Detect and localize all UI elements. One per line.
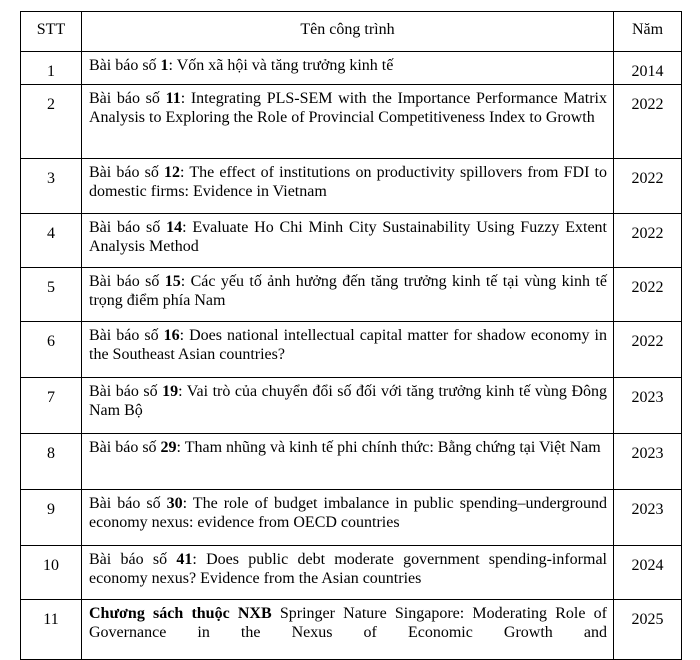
- row-year: 2023: [614, 434, 682, 490]
- row-year: 2022: [614, 159, 682, 214]
- row-stt: 5: [21, 268, 82, 322]
- row-prefix: Bài báo số: [89, 57, 161, 74]
- table-header-row: [21, 12, 682, 52]
- header-stt: STT: [21, 12, 82, 52]
- row-stt: 6: [21, 322, 82, 378]
- row-stt: 2: [21, 85, 82, 159]
- row-stt: 7: [21, 378, 82, 434]
- row-prefix: Bài báo số: [89, 551, 177, 568]
- row-number: 12: [164, 164, 181, 181]
- row-number: 15: [164, 273, 181, 290]
- table-row: [21, 434, 682, 490]
- row-year: 2022: [614, 85, 682, 159]
- table-row: [21, 159, 682, 214]
- header-title: Tên công trình: [82, 12, 614, 52]
- row-title-text: : Does public debt moderate government spending-informal economy nexus? Evidence from the Asian countries: [89, 551, 607, 587]
- row-number: 14: [166, 219, 183, 236]
- row-number: 41: [176, 551, 193, 568]
- row-title-text: : Các yếu tố ảnh hưởng đến tăng trưởng kinh tế tại vùng kinh tế trọng điểm phía Nam: [89, 273, 607, 309]
- row-prefix: Bài báo số: [89, 327, 164, 344]
- table-row: [21, 600, 682, 660]
- row-prefix: Bài báo số: [89, 273, 165, 290]
- row-year: 2025: [614, 600, 682, 660]
- publications-table: [20, 11, 682, 660]
- row-title-text: : Vốn xã hội và tăng trưởng kinh tế: [168, 57, 394, 74]
- row-title: [82, 490, 614, 546]
- row-stt: 4: [21, 214, 82, 268]
- row-year: 2022: [614, 322, 682, 378]
- row-number: 29: [160, 439, 177, 456]
- table-row: [21, 546, 682, 600]
- row-title-text: : Tham nhũng và kinh tế phi chính thức: Bằng chứng tại Việt Nam: [176, 439, 601, 456]
- row-title: [82, 600, 614, 660]
- row-number: 16: [163, 327, 180, 344]
- row-title-text: : Vai trò của chuyển đổi số đối với tăng trưởng kinh tế vùng Đông Nam Bộ: [89, 383, 607, 419]
- table-row: [21, 378, 682, 434]
- row-prefix: Bài báo số: [89, 90, 166, 107]
- row-number: 1: [160, 57, 169, 74]
- row-title-text: : The role of budget imbalance in public spending–underground economy nexus: evidence from OECD countries: [89, 495, 608, 531]
- row-title: [82, 159, 614, 214]
- row-number: 11: [165, 90, 181, 107]
- row-stt: 3: [21, 159, 82, 214]
- row-year: 2022: [614, 268, 682, 322]
- row-year: 2022: [614, 214, 682, 268]
- row-title: [82, 434, 614, 490]
- row-number: 30: [166, 495, 183, 512]
- row-title: [82, 214, 614, 268]
- row-year: 2023: [614, 490, 682, 546]
- row-title: [82, 378, 614, 434]
- table-row: [21, 52, 682, 85]
- header-year: Năm: [614, 12, 682, 52]
- table-row: [21, 490, 682, 546]
- row-year: 2024: [614, 546, 682, 600]
- row-title: [82, 268, 614, 322]
- row-title-text: : Does national intellectual capital matter for shadow economy in the Southeast Asian countries?: [89, 327, 607, 363]
- row-title: [82, 546, 614, 600]
- row-stt: 9: [21, 490, 82, 546]
- table-row: [21, 268, 682, 322]
- row-prefix: Bài báo số: [89, 495, 167, 512]
- row-stt: 10: [21, 546, 82, 600]
- row-title-text: : Evaluate Ho Chi Minh City Sustainability Using Fuzzy Extent Analysis Method: [89, 219, 607, 255]
- row-title: [82, 322, 614, 378]
- row-title-text: Springer Nature Singapore: Moderating Role of Governance in the Nexus of Economic Growth and: [89, 605, 608, 641]
- row-title: [82, 52, 614, 85]
- row-prefix: Bài báo số: [89, 383, 163, 400]
- row-title: [82, 85, 614, 159]
- table-row: [21, 322, 682, 378]
- table-row: [21, 214, 682, 268]
- table-row: [21, 85, 682, 159]
- row-stt: 11: [21, 600, 82, 660]
- row-number: Chương sách thuộc NXB: [89, 605, 272, 622]
- row-prefix: Bài báo số: [89, 164, 165, 181]
- row-year: 2023: [614, 378, 682, 434]
- row-prefix: Bài báo số: [89, 219, 167, 236]
- row-title-text: : Integrating PLS-SEM with the Importance Performance Matrix Analysis to Exploring the Role of Provincial Competitiveness Index to Growth: [89, 90, 608, 126]
- row-stt: 1: [21, 52, 82, 85]
- row-stt: 8: [21, 434, 82, 490]
- row-year: 2014: [614, 52, 682, 85]
- row-number: 19: [162, 383, 179, 400]
- row-title-text: : The effect of institutions on productivity spillovers from FDI to domestic firms: Evidence in Vietnam: [89, 164, 608, 200]
- row-prefix: Bài báo số: [89, 439, 161, 456]
